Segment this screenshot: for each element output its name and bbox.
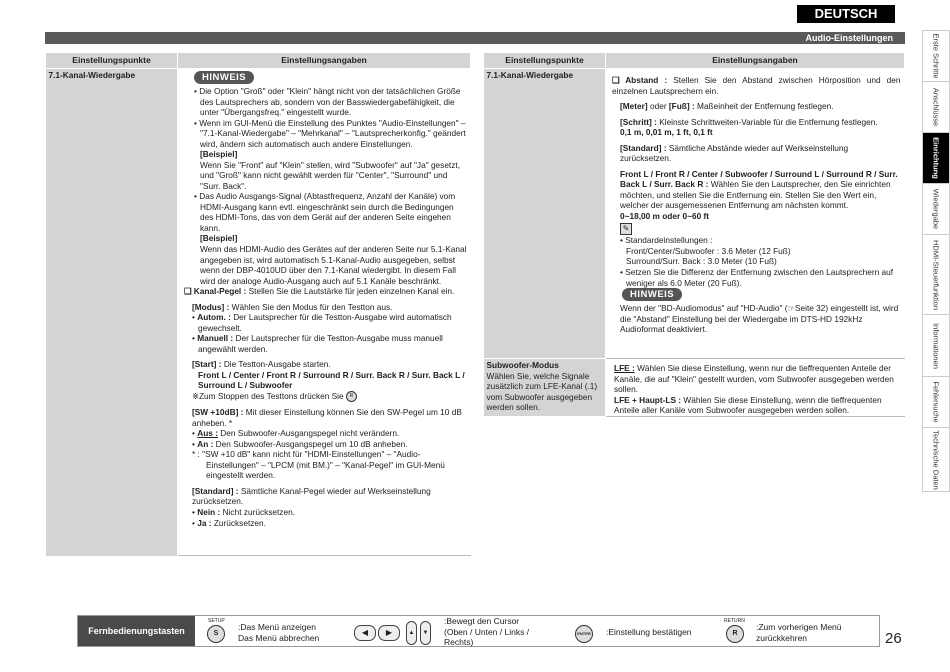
- standard-option: [Standard] : Sämtliche Kanal-Pegel wieder auf Werkseinstellung zurücksetzen.: [192, 485, 431, 507]
- note-bullet: • Wenn im GUI-Menü die Einstellung des Punktes "Audio-Einstellungen" – "7.1-Kanal-Wiedergabe" – "Mehrkanal" – "Lautsprecherkonfig." geändert wird, ändern sich automatisch auch andere Einstellungen.: [194, 117, 466, 149]
- row-label: 7.1-Kanal-Wiedergabe: [48, 70, 136, 80]
- speaker-option: Front L / Front R / Center / Subwoofer / Surround L / Surround R / Surr. Back L / Surr. Back R : Wählen Sie den Lautsprecher, den Sie einrichten möchten, und stellen Sie die Entfernung ein. Stellen Sie den Wert ein, welcher der ausgemessenen Entfernung am nächsten kommt.: [620, 168, 898, 211]
- schritt-option: [Schritt] : Kleinste Schrittweiten-Variable für die Entfernung festlegen.: [620, 116, 878, 127]
- cursor-right-icon: ▶: [378, 625, 400, 641]
- col-header-items: Einstellungspunkte: [46, 53, 178, 69]
- tab-informationen[interactable]: Informationen: [922, 314, 950, 376]
- sw-option: [SW +10dB] : Mit dieser Einstellung können Sie den SW-Pegel um 10 dB anheben. *: [192, 407, 462, 428]
- ja-option: • Ja : Zurücksetzen.: [192, 517, 266, 528]
- tab-anschluesse[interactable]: Anschlüsse: [922, 81, 950, 132]
- return-caption: RETURN: [724, 618, 745, 624]
- setup-caption: SETUP: [208, 618, 225, 624]
- meter-option: [Meter] oder [Fuß] : Maßeinheit der Entfernung festlegen.: [620, 101, 834, 112]
- example-text: Wenn das HDMI-Audio des Gerätes auf der anderen Seite nur 5.1-Kanal angegeben ist, wird automatisch 5.1-Kanal-Audio ausgegeben, selbst wenn der DBP-4010UD über den 7.1-Kanal wiedergibt. In diesem Fall wird der analoge Audio-Ausgang auch auf 5.1 Kanäle beschränkt.: [200, 243, 467, 286]
- an-option: • An : Den Subwoofer-Ausgangspegel um 10 dB anheben.: [192, 438, 408, 449]
- remote-buttons-bar: [77, 615, 880, 647]
- col-header-details: Einstellungsangaben: [606, 53, 905, 69]
- tab-fehlersuche[interactable]: Fehlersuche: [922, 376, 950, 427]
- section-title: Audio-Einstellungen: [45, 32, 905, 44]
- stop-note: ※Zum Stoppen des Testtons drücken Sie R: [184, 391, 467, 402]
- distance-range: 0~18,00 m oder 0~60 ft: [620, 210, 710, 221]
- remote-title: Fernbedienungstasten: [78, 616, 195, 646]
- standard-option: [Standard] : Sämtliche Abstände wieder auf Werkseinstellung zurücksetzen.: [620, 142, 849, 164]
- setup-button: S: [207, 625, 225, 643]
- lfe-option: LFE : Wählen Sie diese Einstellung, wenn nur die tieffrequenten Anteile der Kanäle, die auf "Klein" gestellt wurden, vom Subwoofer ausgegeben werden sollen.: [614, 363, 894, 395]
- example-text: Wenn Sie "Front" auf "Klein" stellen, wird "Subwoofer" auf "Ja" gesetzt, und "Groß" kann nicht gewählt werden für "Center", "Surround" und "Surr. Back".: [200, 159, 460, 191]
- tab-wiedergabe[interactable]: Wiedergabe: [922, 183, 950, 234]
- cursor-desc: :Bewegt den Cursor (Oben / Unten / Links / Rechts): [444, 616, 530, 648]
- kanal-pegel: ❑ Kanal-Pegel : Stellen Sie die Lautstärke für jeden einzelnen Kanal ein.: [184, 286, 455, 297]
- start-option: [Start] : Die Testton-Ausgabe starten.: [192, 359, 331, 370]
- return-icon: R: [346, 391, 357, 402]
- star-note: * : "SW +10 dB" kann nicht für "HDMI-Einstellungen" – "Audio-Einstellungen" – "LPCM (mit BM.)" – "Kanal-Pegel" im GUI-Menü eingestellt werden.: [192, 449, 445, 481]
- start-speakers: Front L / Center / Front R / Surround R / Surr. Back R / Surr. Back L / Surround L / Subwoofer: [198, 369, 465, 391]
- schritt-values: 0,1 m, 0,01 m, 1 ft, 0,1 ft: [620, 127, 713, 138]
- enter-button: ENTER: [575, 625, 593, 643]
- row-description: Wählen Sie, welche Signale zusätzlich zum LFE-Kanal (.1) vom Subwoofer ausgegeben werden sollen.: [486, 370, 598, 413]
- tab-technische-daten[interactable]: Technische Daten: [922, 427, 950, 492]
- col-header-details: Einstellungsangaben: [178, 53, 471, 69]
- note-bullet: • Das Audio Ausgangs-Signal (Abtastfrequenz, Anzahl der Kanäle) vom HDMI-Ausgang kann evtl. eingeschränkt sein durch die Bedingungen des HDMI-Tons, das von dem Gerät auf der anderen Seite eingehen kann.: [194, 191, 456, 233]
- lfe-haupt-option: LFE + Haupt-LS : Wählen Sie diese Einstellung, wenn die tieffrequenten Anteile aller Kanäle vom Subwoofer ausgegeben werden sollen.: [614, 394, 882, 416]
- note-icon: ✎: [620, 223, 632, 235]
- settings-table-left: [45, 52, 471, 556]
- row-label: Subwoofer-Modus: [486, 360, 559, 370]
- return-desc: :Zum vorherigen Menü zurückkehren: [756, 622, 842, 643]
- defaults-label: • Standardeinstellungen :: [620, 235, 713, 246]
- autom-option: • Autom. : Der Lautsprecher für die Testton-Ausgabe wird automatisch gewechselt.: [192, 312, 452, 333]
- tab-erste-schritte[interactable]: Erste Schritte: [922, 30, 950, 81]
- nein-option: • Nein : Nicht zurücksetzen.: [192, 506, 295, 517]
- chapter-tabs: [922, 30, 950, 492]
- cursor-up-icon: ▲: [406, 621, 417, 645]
- settings-table-right: [483, 52, 905, 417]
- aus-option: • Aus : Den Subwoofer-Ausgangspegel nicht verändern.: [192, 428, 400, 439]
- cursor-down-icon: ▼: [420, 621, 431, 645]
- example-label: [Beispiel]: [200, 149, 238, 160]
- manuell-option: • Manuell : Der Lautsprecher für die Testton-Ausgabe muss manuell angewählt werden.: [192, 333, 443, 354]
- example-label: [Beispiel]: [200, 233, 238, 244]
- tab-einrichtung[interactable]: Einrichtung: [922, 132, 950, 183]
- defaults-line: Front/Center/Subwoofer : 3.6 Meter (12 Fuß): [626, 245, 791, 256]
- hinweis-badge: HINWEIS: [622, 288, 682, 301]
- page-ref-icon: ☞: [787, 303, 795, 314]
- note-bullet: • Die Option "Groß" oder "Klein" hängt nicht von der tatsächlichen Größe des Lautsprechers ab, sondern von der Basswiedergabefähigkeit, die unter "Übergangsfreq." eingestellt wurde.: [194, 86, 461, 118]
- hinweis-text: Wenn der "BD-Audiomodus" auf "HD-Audio" (☞Seite 32) eingestellt ist, wird die "Abstand" Einstellung bei der Wiedergabe im DTS-HD 192kHz Audioformat deaktiviert.: [620, 303, 899, 335]
- diff-note: • Setzen Sie die Differenz der Entfernung zwischen den Lautsprechern auf weniger als 6.0 Meter (20 Fuß).: [620, 266, 894, 288]
- page-number: 26: [885, 630, 902, 647]
- cursor-left-icon: ◀: [354, 625, 376, 641]
- tab-hdmi-steuerfunktion[interactable]: HDMI-Steuerfunktion: [922, 234, 950, 314]
- return-button: R: [726, 625, 744, 643]
- enter-desc: :Einstellung bestätigen: [606, 627, 692, 637]
- abstand-option: ❑ Abstand : Stellen Sie den Abstand zwischen Hörposition und den einzelnen Lautsprechern ein.: [612, 75, 901, 96]
- row-label: 7.1-Kanal-Wiedergabe: [486, 70, 574, 80]
- setup-desc: :Das Menü anzeigen Das Menü abbrechen: [238, 622, 320, 643]
- language-label: DEUTSCH: [797, 5, 895, 23]
- modus-option: [Modus] : Wählen Sie den Modus für den Testton aus.: [192, 301, 393, 312]
- defaults-line: Surround/Surr. Back : 3.0 Meter (10 Fuß): [626, 256, 777, 267]
- col-header-items: Einstellungspunkte: [484, 53, 606, 69]
- hinweis-badge: HINWEIS: [194, 71, 254, 84]
